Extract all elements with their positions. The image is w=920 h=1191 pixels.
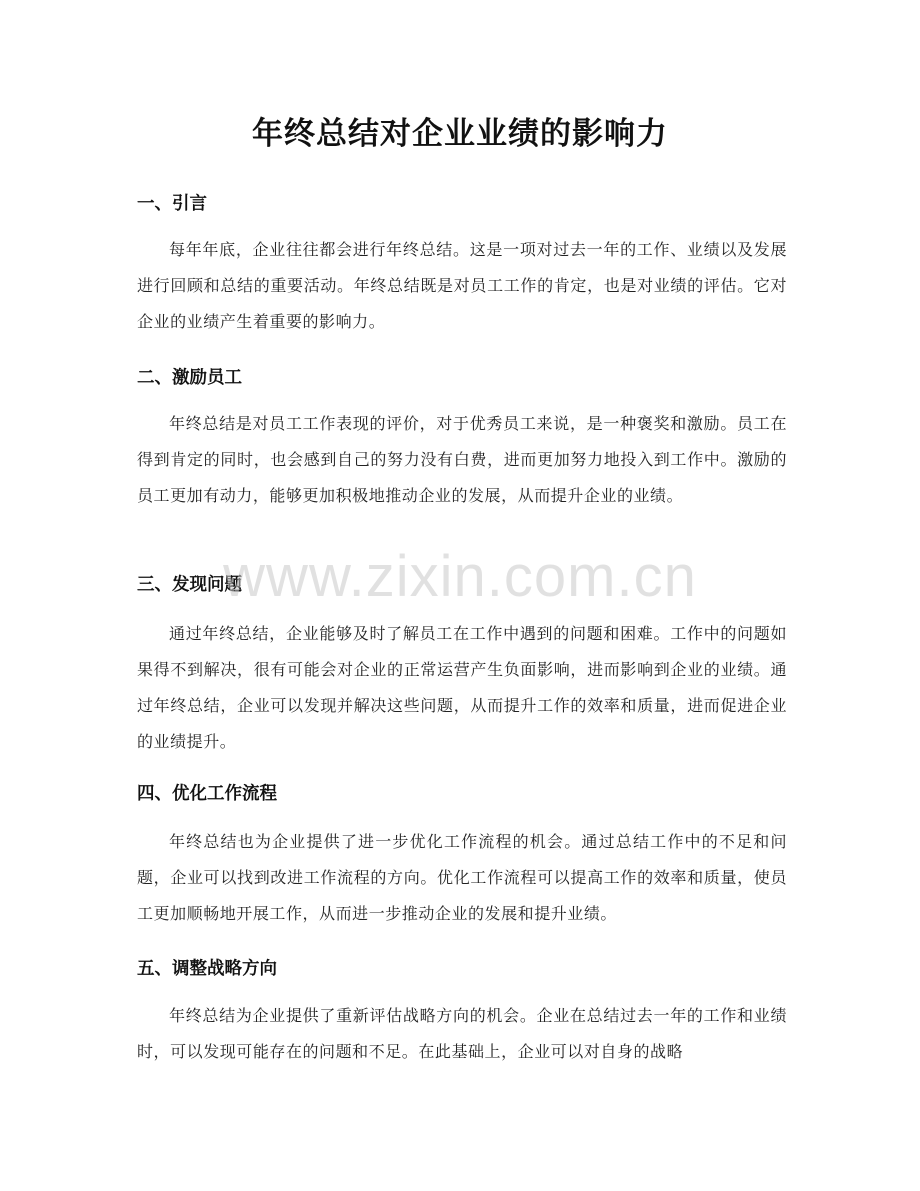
- section-body-introduction: 每年年底，企业往往都会进行年终总结。这是一项对过去一年的工作、业绩以及发展进行回顾和总结的重要活动。年终总结既是对员工工作的肯定，也是对业绩的评估。它对企业的业绩产生着重要的影响力。: [137, 240, 787, 331]
- section-body-find-problems: 通过年终总结，企业能够及时了解员工在工作中遇到的问题和困难。工作中的问题如果得不到解决，很有可能会对企业的正常运营产生负面影响，进而影响到企业的业绩。通过年终总结，企业可以发现并解决这些问题，从而提升工作的效率和质量，进而促进企业的业绩提升。: [137, 624, 787, 751]
- section-heading-find-problems: 三、发现问题: [137, 575, 242, 595]
- section-heading-adjust-strategy: 五、调整战略方向: [137, 959, 277, 979]
- section-body-adjust-strategy: 年终总结为企业提供了重新评估战略方向的机会。企业在总结过去一年的工作和业绩时，可以发现可能存在的问题和不足。在此基础上，企业可以对自身的战略: [137, 1006, 787, 1061]
- section-heading-introduction: 一、引言: [137, 194, 207, 214]
- section-body-motivate-employees: 年终总结是对员工工作表现的评价，对于优秀员工来说，是一种褒奖和激励。员工在得到肯定的同时，也会感到自己的努力没有白费，进而更加努力地投入到工作中。激励的员工更加有动力，能够更加积极地推动企业的发展，从而提升企业的业绩。: [137, 414, 787, 505]
- section-heading-optimize-workflow: 四、优化工作流程: [137, 784, 277, 804]
- section-body-optimize-workflow: 年终总结也为企业提供了进一步优化工作流程的机会。通过总结工作中的不足和问题，企业可以找到改进工作流程的方向。优化工作流程可以提高工作的效率和质量，使员工更加顺畅地开展工作，从而进一步推动企业的发展和提升业绩。: [137, 832, 787, 923]
- watermark-text: www.zixin.com.cn: [223, 544, 697, 609]
- document-title: 年终总结对企业业绩的影响力: [252, 116, 668, 152]
- section-heading-motivate-employees: 二、激励员工: [137, 368, 242, 388]
